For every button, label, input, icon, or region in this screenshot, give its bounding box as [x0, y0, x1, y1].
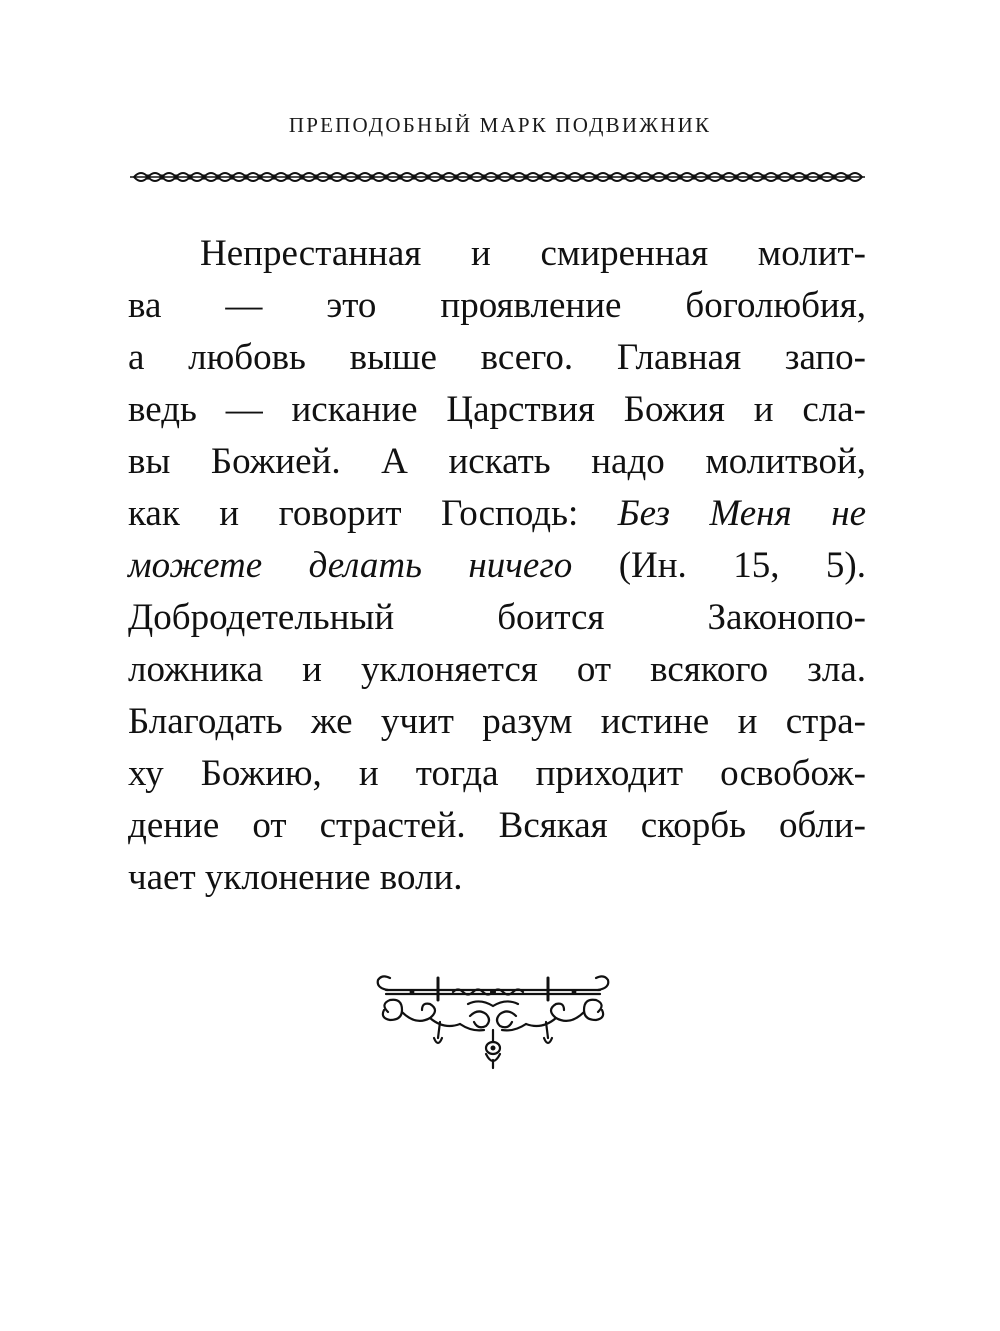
- text-line: чает уклонение воли.: [128, 857, 463, 898]
- text-line: а любовь выше всего. Главная запо-: [128, 337, 866, 378]
- text-line: ва — это проявление боголюбия,: [128, 285, 866, 326]
- running-head: ПРЕПОДОБНЫЙ МАРК ПОДВИЖНИК: [288, 113, 712, 137]
- text-line: Добродетельный боится Законопо-: [128, 597, 866, 638]
- text-line: дение от страстей. Всякая скорбь обли-: [128, 805, 866, 846]
- text-line: ху Божию, и тогда приходит освобож-: [128, 753, 866, 794]
- text-line: Непрестанная и смиренная молит-: [200, 233, 866, 274]
- text-line: ложника и уклоняется от всякого зла.: [128, 649, 866, 690]
- scripture-quote: можете делать ничего: [128, 545, 573, 586]
- floral-vignette-ornament-icon: [368, 968, 618, 1072]
- scripture-quote: Без Меня не: [617, 493, 866, 534]
- text-line: Благодать же учит разум истине и стра-: [128, 701, 866, 742]
- text-line: как и говорит Господь: Без Меня не: [128, 493, 866, 534]
- text-line: ведь — искание Царствия Божия и сла-: [128, 389, 866, 430]
- braided-rule-ornament-icon: [130, 166, 865, 188]
- body-paragraph: [128, 228, 866, 904]
- text-line: вы Божией. А искать надо молитвой,: [128, 441, 866, 482]
- text-line: можете делать ничего (Ин. 15, 5).: [128, 545, 867, 586]
